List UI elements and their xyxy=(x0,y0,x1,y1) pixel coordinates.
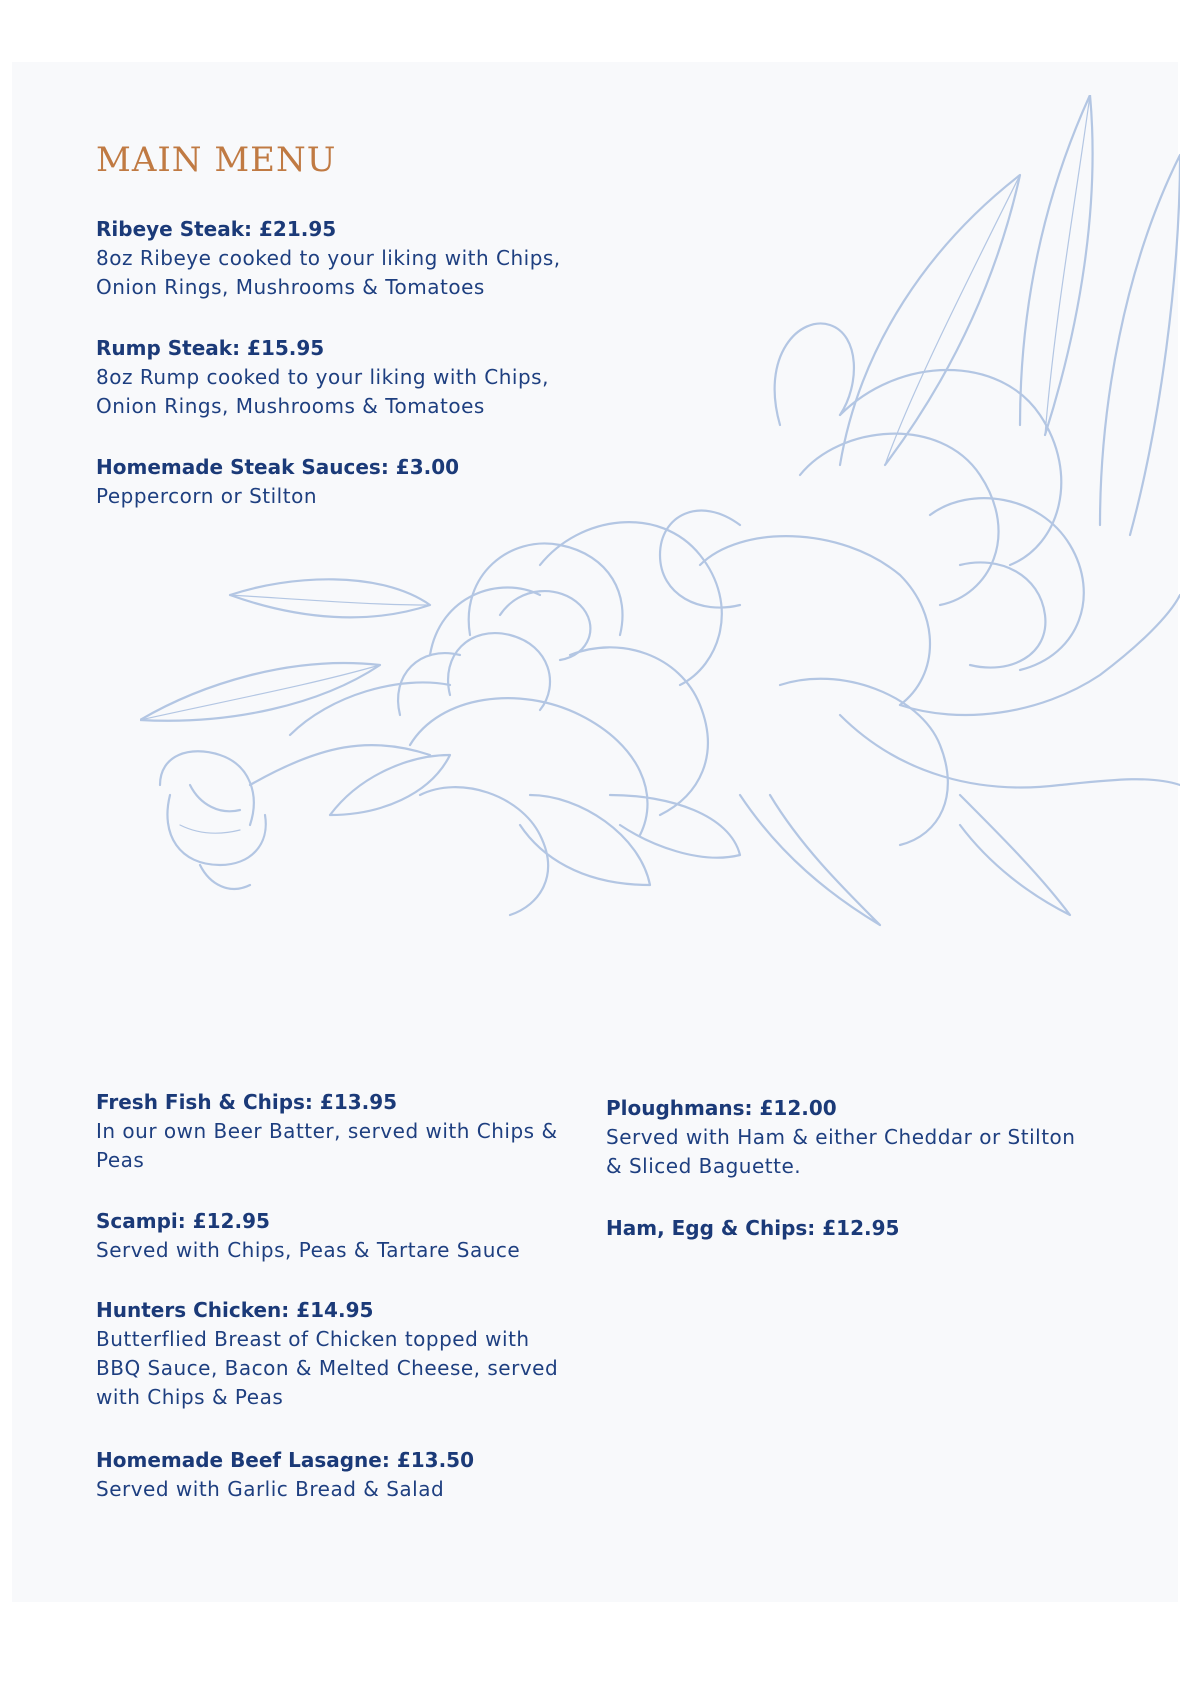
item-description: Served with Ham & either Cheddar or Stilton & Sliced Baguette. xyxy=(606,1125,1076,1178)
item-name: Scampi: £12.95 xyxy=(96,1209,270,1233)
item-description: Butterflied Breast of Chicken topped with BBQ Sauce, Bacon & Melted Cheese, served with Chips & Peas xyxy=(96,1327,559,1409)
menu-item-steak-sauces xyxy=(96,453,566,511)
menu-item-hunters-chicken xyxy=(96,1296,566,1412)
item-name: Hunters Chicken: £14.95 xyxy=(96,1298,374,1322)
item-name: Ribeye Steak: £21.95 xyxy=(96,217,337,241)
item-description: Peppercorn or Stilton xyxy=(96,484,317,508)
item-description: Served with Garlic Bread & Salad xyxy=(96,1477,445,1501)
menu-item-ribeye-steak xyxy=(96,215,566,302)
item-description: Served with Chips, Peas & Tartare Sauce xyxy=(96,1238,521,1262)
menu-item-scampi xyxy=(96,1207,566,1265)
menu-item-rump-steak xyxy=(96,334,566,421)
item-name: Fresh Fish & Chips: £13.95 xyxy=(96,1090,398,1114)
item-name: Homemade Beef Lasagne: £13.50 xyxy=(96,1448,474,1472)
item-name: Ham, Egg & Chips: £12.95 xyxy=(606,1216,900,1240)
menu-item-ham-egg-chips xyxy=(606,1214,1076,1243)
menu-item-fish-and-chips xyxy=(96,1088,566,1175)
item-name: Ploughmans: £12.00 xyxy=(606,1096,837,1120)
item-description: In our own Beer Batter, served with Chips & Peas xyxy=(96,1119,558,1172)
item-description: 8oz Ribeye cooked to your liking with Chips, Onion Rings, Mushrooms & Tomatoes xyxy=(96,246,561,299)
menu-item-ploughmans xyxy=(606,1094,1076,1181)
menu-item-beef-lasagne xyxy=(96,1446,566,1504)
item-name: Homemade Steak Sauces: £3.00 xyxy=(96,455,460,479)
item-description: 8oz Rump cooked to your liking with Chips, Onion Rings, Mushrooms & Tomatoes xyxy=(96,365,549,418)
item-name: Rump Steak: £15.95 xyxy=(96,336,325,360)
menu-title: MAIN MENU xyxy=(96,140,337,180)
